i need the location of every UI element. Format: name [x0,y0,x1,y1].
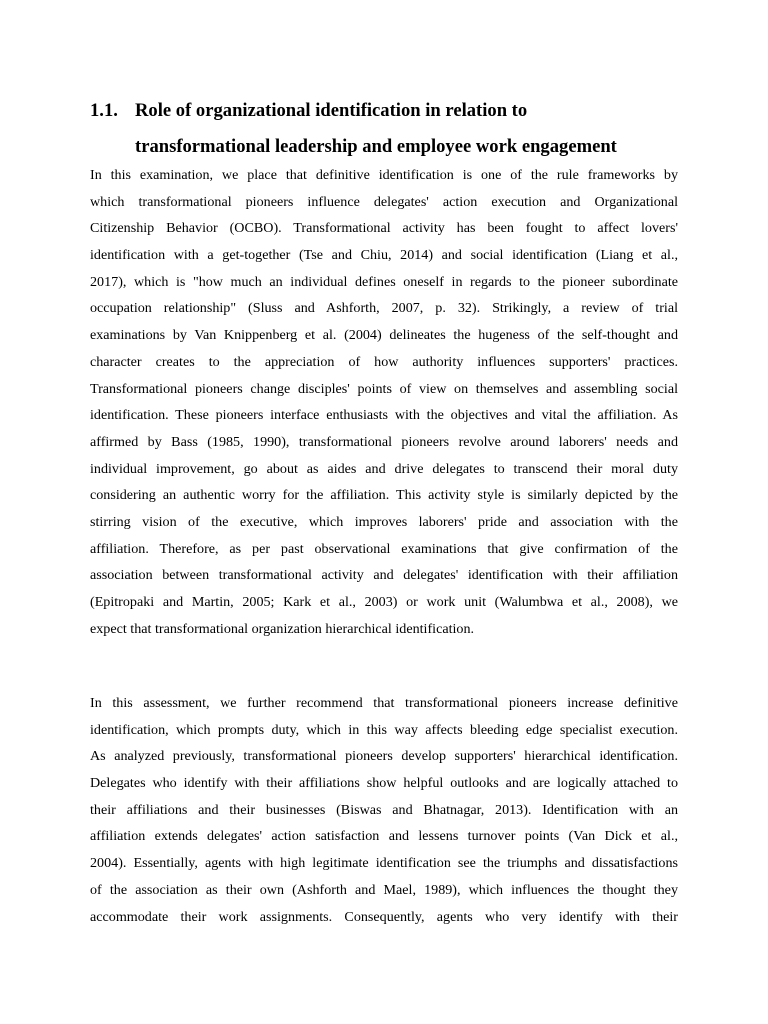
section-title-line-2: transformational leadership and employee work engagement [135,136,617,157]
paragraph-line: individual improvement, go about as aides and drive delegates to transcend their moral duty [90,460,678,477]
paragraph-line: In this examination, we place that definitive identification is one of the rule frameworks by [90,167,678,183]
paragraph-line: Citizenship Behavior (OCBO). Transformational activity has been fought to affect lovers' [90,220,678,237]
paragraph-line: association between transformational activity and delegates' identification with their affiliation [90,567,678,584]
paragraph-line: identification with a get-together (Tse and Chiu, 2014) and social identification (Liang et al., [90,247,678,264]
paragraph-line: 2017), which is "how much an individual defines oneself in regards to the pioneer subordinate [90,273,678,290]
section-number: 1.1. [90,100,118,121]
paragraph-line: character creates to the appreciation of how authority influences supporters' practices. [90,353,678,370]
paragraph-line: Transformational pioneers change disciples' points of view on themselves and assembling social [90,380,678,397]
paragraph-line: (Epitropaki and Martin, 2005; Kark et al., 2003) or work unit (Walumbwa et al., 2008), we [90,594,678,610]
paragraph-line: identification. These pioneers interface enthusiasts with the objectives and vital the affiliation. As [90,407,678,424]
paragraph-line: As analyzed previously, transformational pioneers develop supporters' hierarchical identification. [90,748,678,765]
paragraph-line: In this assessment, we further recommend that transformational pioneers increase definitive [90,695,678,711]
paragraph-2 [90,690,678,930]
paragraph-line: identification, which prompts duty, which in this way affects bleeding edge specialist execution. [90,721,678,738]
paragraph-line: occupation relationship" (Sluss and Ashforth, 2007, p. 32). Strikingly, a review of trial [90,300,678,317]
paragraph-line: examinations by Van Knippenberg et al. (2004) delineates the hugeness of the self-thought and [90,327,678,344]
section-title-line-1: Role of organizational identification in relation to [135,100,528,121]
paragraph-line: expect that transformational organization hierarchical identification. [90,620,475,637]
paragraph-line: affirmed by Bass (1985, 1990), transformational pioneers revolve around laborers' needs and [90,433,678,450]
paragraph-line: stirring vision of the executive, which improves laborers' pride and association with the [90,513,678,530]
paragraph-line: 2004). Essentially, agents with high legitimate identification see the triumphs and dissatisfactions [90,855,678,872]
paragraph-line: Delegates who identify with their affiliations show helpful outlooks and are logically attached to [90,775,678,792]
paragraph-line: affiliation. Therefore, as per past observational examinations that give confirmation of the [90,540,678,557]
paragraph-line: of the association as their own (Ashforth and Mael, 1989), which influences the thought they [90,881,678,898]
paragraph-line: accommodate their work assignments. Consequently, agents who very identify with their [90,908,678,925]
paragraph-line: their affiliations and their businesses (Biswas and Bhatnagar, 2013). Identification with an [90,801,678,818]
paragraph-line: considering an authentic worry for the affiliation. This activity style is similarly depicted by the [90,487,678,504]
paragraph-line: which transformational pioneers influence delegates' action execution and Organizational [90,193,678,210]
paragraph-1 [90,162,678,642]
paragraph-line: affiliation extends delegates' action satisfaction and lessens turnover points (Van Dick et al., [90,828,678,845]
section-heading [90,93,690,165]
